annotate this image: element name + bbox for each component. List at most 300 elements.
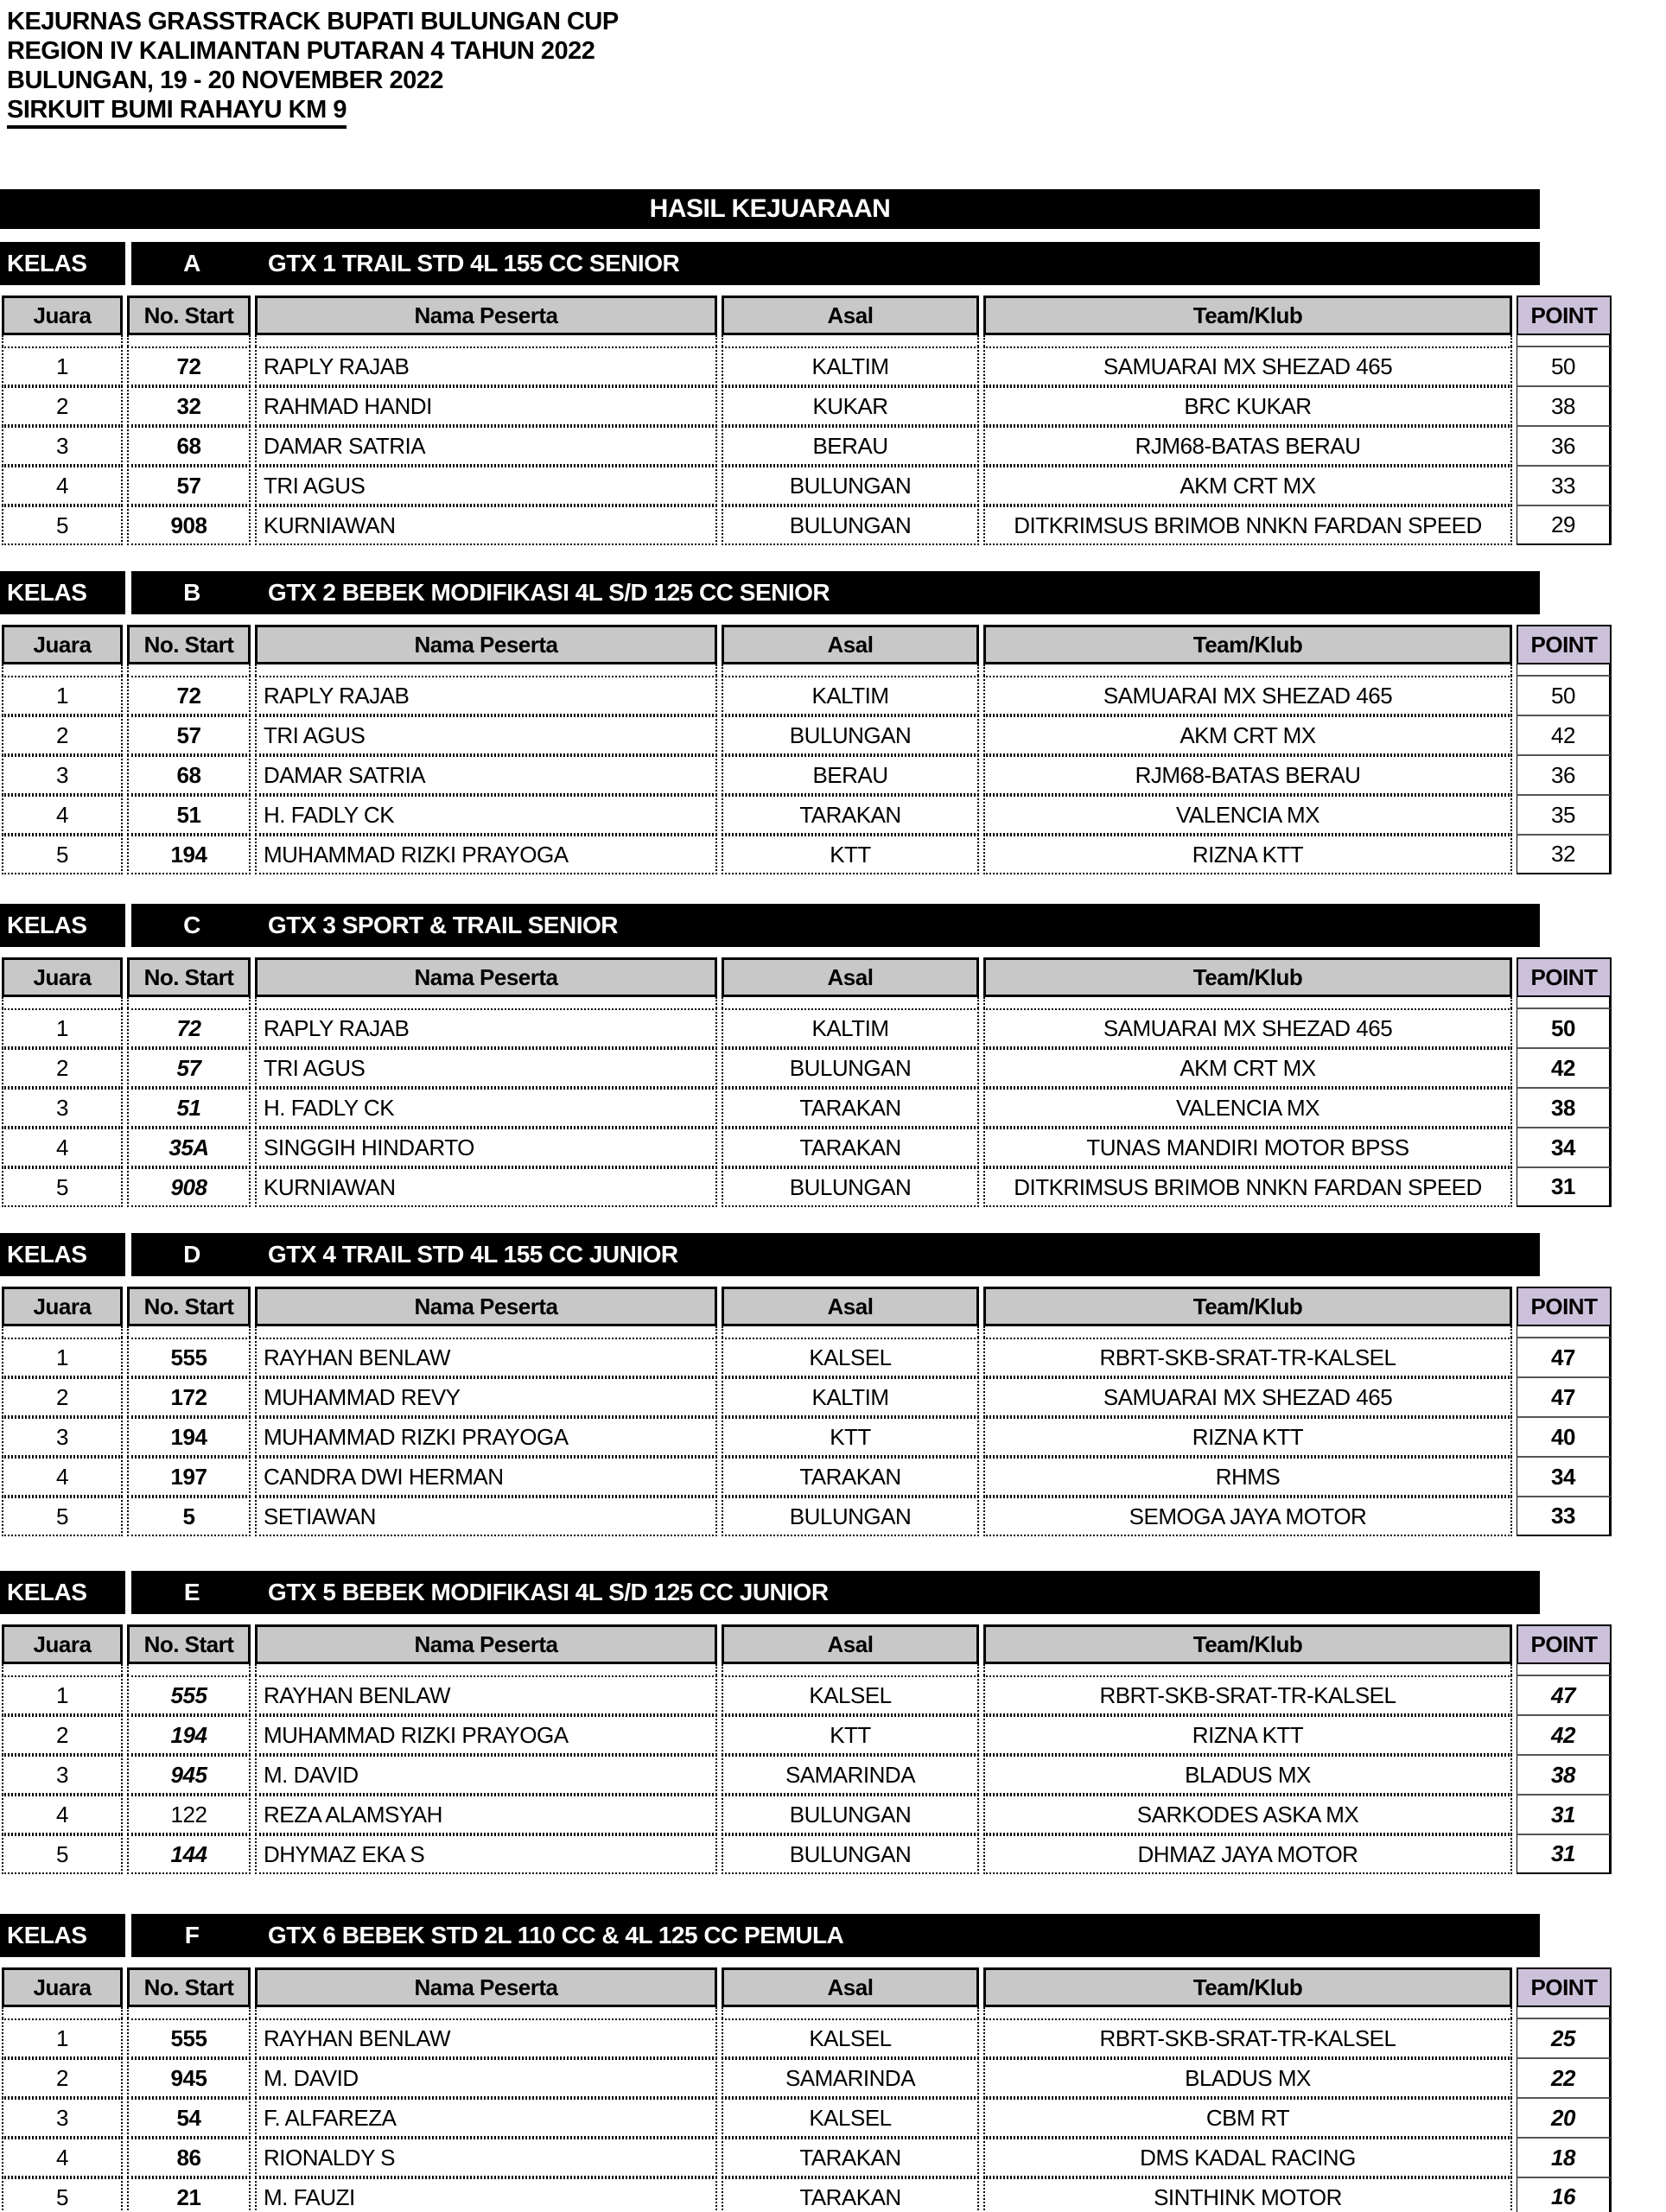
class-bar bbox=[0, 242, 1540, 285]
team-cell: BRC KUKAR bbox=[983, 386, 1512, 426]
origin-cell: KTT bbox=[722, 835, 979, 874]
results-sections bbox=[0, 242, 1666, 2212]
class-bar bbox=[0, 1571, 1540, 1614]
team-cell: RIZNA KTT bbox=[983, 1417, 1512, 1457]
spacer-row bbox=[2, 997, 1612, 1008]
origin-cell: KALSEL bbox=[722, 1675, 979, 1715]
origin-cell: BULUNGAN bbox=[722, 715, 979, 755]
class-letter: D bbox=[183, 1241, 200, 1268]
rank-cell: 3 bbox=[2, 1417, 123, 1457]
class-bar-label: KELAS bbox=[0, 1571, 125, 1614]
rank-cell: 5 bbox=[2, 835, 123, 874]
origin-cell: KALTIM bbox=[722, 1377, 979, 1417]
start-number-cell: 54 bbox=[127, 2098, 251, 2138]
column-header-asal: Asal bbox=[722, 1624, 979, 1664]
points-cell: 38 bbox=[1517, 1088, 1612, 1128]
points-cell: 40 bbox=[1517, 1417, 1612, 1457]
class-name: GTX 6 BEBEK STD 2L 110 CC & 4L 125 CC PEMULA bbox=[268, 1922, 844, 1948]
table-row bbox=[2, 1497, 1612, 1536]
origin-cell: SAMARINDA bbox=[722, 1755, 979, 1795]
rider-name-cell: RAYHAN BENLAW bbox=[255, 2018, 717, 2058]
column-header-nama-peserta: Nama Peserta bbox=[255, 1624, 717, 1664]
start-number-cell: 72 bbox=[127, 1008, 251, 1048]
class-name: GTX 5 BEBEK MODIFIKASI 4L S/D 125 CC JUNIOR bbox=[268, 1579, 829, 1605]
column-header-juara: Juara bbox=[2, 1287, 123, 1326]
rider-name-cell: M. DAVID bbox=[255, 2058, 717, 2098]
rank-cell: 3 bbox=[2, 1755, 123, 1795]
rider-name-cell: RAPLY RAJAB bbox=[255, 676, 717, 715]
class-bar-label: KELAS bbox=[0, 242, 125, 285]
column-header-row bbox=[2, 296, 1612, 335]
event-region: REGION IV KALIMANTAN PUTARAN 4 TAHUN 2022 bbox=[7, 37, 595, 65]
start-number-cell: 35A bbox=[127, 1128, 251, 1167]
start-number-cell: 197 bbox=[127, 1457, 251, 1497]
column-header-row bbox=[2, 1287, 1612, 1326]
class-bar-divider bbox=[125, 1571, 131, 1614]
rider-name-cell: MUHAMMAD REVY bbox=[255, 1377, 717, 1417]
points-cell: 16 bbox=[1517, 2177, 1612, 2212]
results-table bbox=[0, 1287, 1616, 1536]
spacer-row bbox=[2, 1664, 1612, 1675]
rank-cell: 5 bbox=[2, 2177, 123, 2212]
origin-cell: KALTIM bbox=[722, 1008, 979, 1048]
start-number-cell: 32 bbox=[127, 386, 251, 426]
column-header-no-start: No. Start bbox=[127, 296, 251, 335]
class-letter: F bbox=[184, 1922, 200, 1948]
table-row bbox=[2, 1377, 1612, 1417]
class-letter: C bbox=[183, 912, 200, 938]
table-row bbox=[2, 1128, 1612, 1167]
points-cell: 20 bbox=[1517, 2098, 1612, 2138]
team-cell: SINTHINK MOTOR bbox=[983, 2177, 1512, 2212]
class-section bbox=[0, 1914, 1666, 2212]
team-cell: DMS KADAL RACING bbox=[983, 2138, 1512, 2177]
start-number-cell: 68 bbox=[127, 755, 251, 795]
start-number-cell: 57 bbox=[127, 1048, 251, 1088]
origin-cell: BULUNGAN bbox=[722, 1048, 979, 1088]
class-bar-label: KELAS bbox=[0, 904, 125, 947]
team-cell: DITKRIMSUS BRIMOB NNKN FARDAN SPEED bbox=[983, 1167, 1512, 1207]
rank-cell: 2 bbox=[2, 715, 123, 755]
column-header-nama-peserta: Nama Peserta bbox=[255, 625, 717, 664]
origin-cell: KUKAR bbox=[722, 386, 979, 426]
class-name: GTX 4 TRAIL STD 4L 155 CC JUNIOR bbox=[268, 1241, 678, 1268]
table-row bbox=[2, 1088, 1612, 1128]
column-header-point: POINT bbox=[1517, 1624, 1612, 1664]
column-header-juara: Juara bbox=[2, 625, 123, 664]
column-header-nama-peserta: Nama Peserta bbox=[255, 1967, 717, 2007]
origin-cell: KALTIM bbox=[722, 346, 979, 386]
team-cell: AKM CRT MX bbox=[983, 466, 1512, 505]
results-table bbox=[0, 1624, 1616, 1874]
column-header-team-klub: Team/Klub bbox=[983, 1967, 1512, 2007]
origin-cell: BULUNGAN bbox=[722, 505, 979, 545]
table-row bbox=[2, 2138, 1612, 2177]
start-number-cell: 555 bbox=[127, 1338, 251, 1377]
rank-cell: 4 bbox=[2, 1128, 123, 1167]
rank-cell: 2 bbox=[2, 1715, 123, 1755]
team-cell: TUNAS MANDIRI MOTOR BPSS bbox=[983, 1128, 1512, 1167]
rider-name-cell: CANDRA DWI HERMAN bbox=[255, 1457, 717, 1497]
start-number-cell: 51 bbox=[127, 795, 251, 835]
column-header-point: POINT bbox=[1517, 1287, 1612, 1326]
rider-name-cell: H. FADLY CK bbox=[255, 795, 717, 835]
origin-cell: TARAKAN bbox=[722, 2138, 979, 2177]
start-number-cell: 57 bbox=[127, 715, 251, 755]
points-cell: 33 bbox=[1517, 466, 1612, 505]
origin-cell: BULUNGAN bbox=[722, 1834, 979, 1874]
start-number-cell: 51 bbox=[127, 1088, 251, 1128]
rank-cell: 2 bbox=[2, 386, 123, 426]
start-number-cell: 68 bbox=[127, 426, 251, 466]
column-header-juara: Juara bbox=[2, 1624, 123, 1664]
event-circuit: SIRKUIT BUMI RAHAYU KM 9 bbox=[7, 95, 1666, 129]
start-number-cell: 172 bbox=[127, 1377, 251, 1417]
class-section bbox=[0, 1571, 1666, 1874]
table-row bbox=[2, 1675, 1612, 1715]
rider-name-cell: RAHMAD HANDI bbox=[255, 386, 717, 426]
team-cell: RIZNA KTT bbox=[983, 835, 1512, 874]
points-cell: 38 bbox=[1517, 1755, 1612, 1795]
class-bar-divider bbox=[125, 242, 131, 285]
team-cell: BLADUS MX bbox=[983, 1755, 1512, 1795]
team-cell: RJM68-BATAS BERAU bbox=[983, 426, 1512, 466]
rank-cell: 1 bbox=[2, 2018, 123, 2058]
points-cell: 47 bbox=[1517, 1675, 1612, 1715]
spacer-row bbox=[2, 1326, 1612, 1338]
rank-cell: 4 bbox=[2, 2138, 123, 2177]
class-bar-body bbox=[131, 1571, 1540, 1614]
class-bar-divider bbox=[125, 1914, 131, 1957]
team-cell: SAMUARAI MX SHEZAD 465 bbox=[983, 676, 1512, 715]
points-cell: 42 bbox=[1517, 715, 1612, 755]
rider-name-cell: RAPLY RAJAB bbox=[255, 1008, 717, 1048]
table-row bbox=[2, 1008, 1612, 1048]
event-title: KEJURNAS GRASSTRACK BUPATI BULUNGAN CUP bbox=[7, 8, 619, 35]
start-number-cell: 908 bbox=[127, 505, 251, 545]
results-table bbox=[0, 957, 1616, 1207]
column-header-no-start: No. Start bbox=[127, 1287, 251, 1326]
rank-cell: 4 bbox=[2, 466, 123, 505]
spacer-row bbox=[2, 664, 1612, 676]
column-header-nama-peserta: Nama Peserta bbox=[255, 296, 717, 335]
table-row bbox=[2, 1795, 1612, 1834]
points-cell: 25 bbox=[1517, 2018, 1612, 2058]
class-bar-body bbox=[131, 1914, 1540, 1957]
start-number-cell: 945 bbox=[127, 2058, 251, 2098]
column-header-asal: Asal bbox=[722, 1967, 979, 2007]
rank-cell: 2 bbox=[2, 1048, 123, 1088]
column-header-row bbox=[2, 625, 1612, 664]
column-header-asal: Asal bbox=[722, 625, 979, 664]
rank-cell: 5 bbox=[2, 505, 123, 545]
rank-cell: 3 bbox=[2, 755, 123, 795]
points-cell: 18 bbox=[1517, 2138, 1612, 2177]
column-header-row bbox=[2, 1967, 1612, 2007]
rider-name-cell: MUHAMMAD RIZKI PRAYOGA bbox=[255, 835, 717, 874]
column-header-asal: Asal bbox=[722, 1287, 979, 1326]
points-cell: 50 bbox=[1517, 1008, 1612, 1048]
rank-cell: 3 bbox=[2, 1088, 123, 1128]
rank-cell: 1 bbox=[2, 1675, 123, 1715]
column-header-asal: Asal bbox=[722, 957, 979, 997]
origin-cell: BULUNGAN bbox=[722, 1795, 979, 1834]
team-cell: SARKODES ASKA MX bbox=[983, 1795, 1512, 1834]
table-row bbox=[2, 386, 1612, 426]
column-header-no-start: No. Start bbox=[127, 1624, 251, 1664]
points-cell: 31 bbox=[1517, 1167, 1612, 1207]
origin-cell: BULUNGAN bbox=[722, 1497, 979, 1536]
origin-cell: BULUNGAN bbox=[722, 1167, 979, 1207]
rider-name-cell: MUHAMMAD RIZKI PRAYOGA bbox=[255, 1715, 717, 1755]
origin-cell: TARAKAN bbox=[722, 1128, 979, 1167]
class-bar-body bbox=[131, 1233, 1540, 1276]
start-number-cell: 555 bbox=[127, 2018, 251, 2058]
origin-cell: KTT bbox=[722, 1417, 979, 1457]
table-row bbox=[2, 755, 1612, 795]
team-cell: RHMS bbox=[983, 1457, 1512, 1497]
rank-cell: 1 bbox=[2, 346, 123, 386]
rank-cell: 5 bbox=[2, 1167, 123, 1207]
class-bar bbox=[0, 904, 1540, 947]
points-cell: 42 bbox=[1517, 1048, 1612, 1088]
class-section bbox=[0, 571, 1666, 874]
class-bar-divider bbox=[125, 904, 131, 947]
class-section bbox=[0, 242, 1666, 545]
start-number-cell: 908 bbox=[127, 1167, 251, 1207]
rider-name-cell: DAMAR SATRIA bbox=[255, 426, 717, 466]
event-date-location: BULUNGAN, 19 - 20 NOVEMBER 2022 bbox=[7, 67, 444, 94]
points-cell: 42 bbox=[1517, 1715, 1612, 1755]
class-bar bbox=[0, 571, 1540, 614]
rank-cell: 5 bbox=[2, 1497, 123, 1536]
rider-name-cell: KURNIAWAN bbox=[255, 505, 717, 545]
class-bar-label: KELAS bbox=[0, 1233, 125, 1276]
column-header-point: POINT bbox=[1517, 625, 1612, 664]
points-cell: 50 bbox=[1517, 346, 1612, 386]
origin-cell: KALSEL bbox=[722, 1338, 979, 1377]
column-header-team-klub: Team/Klub bbox=[983, 1287, 1512, 1326]
table-row bbox=[2, 715, 1612, 755]
table-row bbox=[2, 2018, 1612, 2058]
class-bar-body bbox=[131, 904, 1540, 947]
class-bar bbox=[0, 1233, 1540, 1276]
rank-cell: 1 bbox=[2, 676, 123, 715]
start-number-cell: 194 bbox=[127, 1417, 251, 1457]
results-table bbox=[0, 1967, 1616, 2212]
column-header-no-start: No. Start bbox=[127, 957, 251, 997]
rank-cell: 3 bbox=[2, 426, 123, 466]
rank-cell: 4 bbox=[2, 1457, 123, 1497]
origin-cell: TARAKAN bbox=[722, 795, 979, 835]
results-table bbox=[0, 625, 1616, 874]
team-cell: AKM CRT MX bbox=[983, 1048, 1512, 1088]
origin-cell: KTT bbox=[722, 1715, 979, 1755]
start-number-cell: 555 bbox=[127, 1675, 251, 1715]
rider-name-cell: H. FADLY CK bbox=[255, 1088, 717, 1128]
results-table bbox=[0, 296, 1616, 545]
start-number-cell: 144 bbox=[127, 1834, 251, 1874]
rider-name-cell: REZA ALAMSYAH bbox=[255, 1795, 717, 1834]
rank-cell: 4 bbox=[2, 795, 123, 835]
start-number-cell: 86 bbox=[127, 2138, 251, 2177]
table-row bbox=[2, 2098, 1612, 2138]
table-row bbox=[2, 505, 1612, 545]
team-cell: VALENCIA MX bbox=[983, 1088, 1512, 1128]
points-cell: 34 bbox=[1517, 1457, 1612, 1497]
origin-cell: BERAU bbox=[722, 755, 979, 795]
column-header-point: POINT bbox=[1517, 296, 1612, 335]
points-cell: 36 bbox=[1517, 755, 1612, 795]
table-row bbox=[2, 1755, 1612, 1795]
rider-name-cell: MUHAMMAD RIZKI PRAYOGA bbox=[255, 1417, 717, 1457]
rider-name-cell: RAPLY RAJAB bbox=[255, 346, 717, 386]
rider-name-cell: TRI AGUS bbox=[255, 1048, 717, 1088]
points-cell: 31 bbox=[1517, 1795, 1612, 1834]
team-cell: AKM CRT MX bbox=[983, 715, 1512, 755]
column-header-no-start: No. Start bbox=[127, 1967, 251, 2007]
table-row bbox=[2, 795, 1612, 835]
start-number-cell: 194 bbox=[127, 835, 251, 874]
rank-cell: 4 bbox=[2, 1795, 123, 1834]
table-row bbox=[2, 676, 1612, 715]
column-header-row bbox=[2, 957, 1612, 997]
class-bar-divider bbox=[125, 1233, 131, 1276]
rank-cell: 1 bbox=[2, 1008, 123, 1048]
table-row bbox=[2, 1338, 1612, 1377]
rank-cell: 2 bbox=[2, 2058, 123, 2098]
column-header-row bbox=[2, 1624, 1612, 1664]
start-number-cell: 21 bbox=[127, 2177, 251, 2212]
column-header-juara: Juara bbox=[2, 957, 123, 997]
rider-name-cell: M. DAVID bbox=[255, 1755, 717, 1795]
class-letter: E bbox=[183, 1579, 200, 1605]
team-cell: RIZNA KTT bbox=[983, 1715, 1512, 1755]
origin-cell: TARAKAN bbox=[722, 2177, 979, 2212]
origin-cell: KALSEL bbox=[722, 2018, 979, 2058]
start-number-cell: 57 bbox=[127, 466, 251, 505]
points-cell: 36 bbox=[1517, 426, 1612, 466]
column-header-team-klub: Team/Klub bbox=[983, 957, 1512, 997]
class-section bbox=[0, 904, 1666, 1207]
column-header-juara: Juara bbox=[2, 1967, 123, 2007]
points-cell: 32 bbox=[1517, 835, 1612, 874]
rider-name-cell: SETIAWAN bbox=[255, 1497, 717, 1536]
class-bar-divider bbox=[125, 571, 131, 614]
team-cell: SEMOGA JAYA MOTOR bbox=[983, 1497, 1512, 1536]
team-cell: RBRT-SKB-SRAT-TR-KALSEL bbox=[983, 1675, 1512, 1715]
origin-cell: SAMARINDA bbox=[722, 2058, 979, 2098]
table-row bbox=[2, 2177, 1612, 2212]
spacer-row bbox=[2, 2007, 1612, 2018]
team-cell: RBRT-SKB-SRAT-TR-KALSEL bbox=[983, 2018, 1512, 2058]
team-cell: VALENCIA MX bbox=[983, 795, 1512, 835]
class-letter: B bbox=[183, 579, 200, 606]
rider-name-cell: DAMAR SATRIA bbox=[255, 755, 717, 795]
column-header-asal: Asal bbox=[722, 296, 979, 335]
rider-name-cell: DHYMAZ EKA S bbox=[255, 1834, 717, 1874]
team-cell: RBRT-SKB-SRAT-TR-KALSEL bbox=[983, 1338, 1512, 1377]
start-number-cell: 194 bbox=[127, 1715, 251, 1755]
team-cell: RJM68-BATAS BERAU bbox=[983, 755, 1512, 795]
origin-cell: KALTIM bbox=[722, 676, 979, 715]
rider-name-cell: SINGGIH HINDARTO bbox=[255, 1128, 717, 1167]
column-header-nama-peserta: Nama Peserta bbox=[255, 957, 717, 997]
class-bar-label: KELAS bbox=[0, 1914, 125, 1957]
start-number-cell: 72 bbox=[127, 346, 251, 386]
origin-cell: KALSEL bbox=[722, 2098, 979, 2138]
table-row bbox=[2, 1048, 1612, 1088]
rank-cell: 5 bbox=[2, 1834, 123, 1874]
points-cell: 50 bbox=[1517, 676, 1612, 715]
team-cell: SAMUARAI MX SHEZAD 465 bbox=[983, 1377, 1512, 1417]
table-row bbox=[2, 1457, 1612, 1497]
class-name: GTX 3 SPORT & TRAIL SENIOR bbox=[268, 912, 618, 938]
rider-name-cell: RIONALDY S bbox=[255, 2138, 717, 2177]
spacer-row bbox=[2, 335, 1612, 346]
team-cell: CBM RT bbox=[983, 2098, 1512, 2138]
table-row bbox=[2, 1167, 1612, 1207]
column-header-team-klub: Team/Klub bbox=[983, 1624, 1512, 1664]
class-name: GTX 2 BEBEK MODIFIKASI 4L S/D 125 CC SENIOR bbox=[268, 579, 830, 606]
points-cell: 33 bbox=[1517, 1497, 1612, 1536]
class-bar-label: KELAS bbox=[0, 571, 125, 614]
team-cell: BLADUS MX bbox=[983, 2058, 1512, 2098]
origin-cell: BULUNGAN bbox=[722, 466, 979, 505]
class-bar-body bbox=[131, 242, 1540, 285]
points-cell: 29 bbox=[1517, 505, 1612, 545]
origin-cell: TARAKAN bbox=[722, 1457, 979, 1497]
rider-name-cell: RAYHAN BENLAW bbox=[255, 1338, 717, 1377]
column-header-team-klub: Team/Klub bbox=[983, 625, 1512, 664]
start-number-cell: 122 bbox=[127, 1795, 251, 1834]
rider-name-cell: M. FAUZI bbox=[255, 2177, 717, 2212]
points-cell: 47 bbox=[1517, 1338, 1612, 1377]
rider-name-cell: RAYHAN BENLAW bbox=[255, 1675, 717, 1715]
start-number-cell: 945 bbox=[127, 1755, 251, 1795]
class-bar-body bbox=[131, 571, 1540, 614]
class-bar bbox=[0, 1914, 1540, 1957]
team-cell: DHMAZ JAYA MOTOR bbox=[983, 1834, 1512, 1874]
column-header-nama-peserta: Nama Peserta bbox=[255, 1287, 717, 1326]
table-row bbox=[2, 346, 1612, 386]
rank-cell: 1 bbox=[2, 1338, 123, 1377]
table-row bbox=[2, 466, 1612, 505]
class-letter: A bbox=[183, 250, 200, 276]
table-row bbox=[2, 426, 1612, 466]
column-header-point: POINT bbox=[1517, 1967, 1612, 2007]
team-cell: SAMUARAI MX SHEZAD 465 bbox=[983, 346, 1512, 386]
results-banner: HASIL KEJUARAAN bbox=[0, 189, 1540, 229]
table-row bbox=[2, 2058, 1612, 2098]
table-row bbox=[2, 1417, 1612, 1457]
points-cell: 31 bbox=[1517, 1834, 1612, 1874]
table-row bbox=[2, 1715, 1612, 1755]
origin-cell: TARAKAN bbox=[722, 1088, 979, 1128]
origin-cell: BERAU bbox=[722, 426, 979, 466]
column-header-no-start: No. Start bbox=[127, 625, 251, 664]
rider-name-cell: KURNIAWAN bbox=[255, 1167, 717, 1207]
table-row bbox=[2, 1834, 1612, 1874]
points-cell: 47 bbox=[1517, 1377, 1612, 1417]
points-cell: 34 bbox=[1517, 1128, 1612, 1167]
rider-name-cell: TRI AGUS bbox=[255, 466, 717, 505]
rider-name-cell: F. ALFAREZA bbox=[255, 2098, 717, 2138]
table-row bbox=[2, 835, 1612, 874]
points-cell: 38 bbox=[1517, 386, 1612, 426]
class-section bbox=[0, 1233, 1666, 1536]
column-header-point: POINT bbox=[1517, 957, 1612, 997]
